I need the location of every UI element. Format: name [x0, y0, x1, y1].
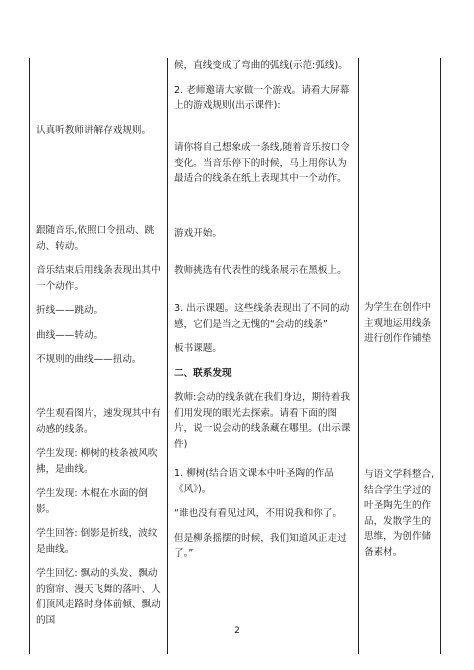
teacher-activity-text: 教师:会动的线条就在我们身边，期待着我们用发现的眼光去探索。请看下面的图片，说一说会动的线条藏在哪里。(出示课件) [174, 392, 351, 450]
student-activity-text: 跟随音乐,依照口令扭动、跳动、转动。 [36, 225, 155, 252]
teacher-activity-column [174, 226, 354, 251]
student-activity-text: 学生发现: 柳树的枝条被风吹拂，是曲线。 [36, 448, 158, 475]
design-intent-column [364, 300, 436, 356]
teacher-activity-text: 2. 老师邀请大家做一个游戏。请看大屏幕上的游戏规则(出示课件): [174, 84, 350, 111]
teacher-activity-text: 请你将自己想象成一条线,随着音乐按口令变化。当音乐停下的时候，马上用你认为最适合的线条在纸上表现其中一个动作。 [174, 142, 350, 184]
teacher-activity-column [174, 466, 354, 571]
teacher-activity-text: 1. 柳树(结合语文课本中叶圣陶的作品《风》)。 [174, 468, 334, 495]
quoted-poem-line: 但是柳条摇摆的时候，我们知道风正走过了。” [174, 532, 347, 559]
student-activity-column [36, 406, 162, 637]
teacher-activity-text: 游戏开始。 [174, 228, 222, 239]
section-heading: 二、联系发现 [174, 367, 232, 379]
design-intent-text: 与语文学科整合,结合学生学过的叶圣陶先生的作品，发散学生的思维，为创作储备素材。 [364, 469, 435, 558]
teacher-activity-column [174, 140, 354, 196]
design-intent-column [364, 467, 436, 569]
table-column-divider [358, 58, 359, 654]
student-activity-text: 学生回忆: 飘动的头发、飘动的窗帘、漫天飞舞的落叶、人们顶风走路时身体前倾、飘动的国 [36, 568, 161, 626]
teacher-activity-text: 候，直线变成了弯曲的弧线(示范:弧线)。 [174, 60, 348, 71]
student-activity-text: 音乐结束后用线条表现出其中一个动作。 [36, 265, 161, 292]
student-activity-text: 学生观看图片，速发现其中有动感的线条。 [36, 408, 161, 435]
student-activity-text: 认真听教师讲解存戏规则。 [36, 125, 152, 136]
student-activity-column [36, 123, 162, 148]
student-activity-text: 不规则的曲线——扭动。 [36, 354, 142, 365]
student-activity-text: 学生发现: 木棍在水面的倒影。 [36, 488, 148, 515]
teacher-activity-text: 板书课题。 [174, 343, 222, 354]
teacher-activity-text: 3. 出示课题。这些线条表现出了不同的动感，它们是当之无愧的“会动的线条” [174, 303, 350, 330]
quoted-poem-line: “谁也没有看见过风，不用说我和你了。 [174, 508, 343, 519]
page-number: 2 [234, 626, 240, 636]
teacher-activity-column [174, 58, 354, 123]
student-activity-text: 曲线——转动。 [36, 329, 104, 341]
student-activity-column [36, 223, 162, 377]
student-activity-text: 学生回答: 倒影是折线，波纹是曲线。 [36, 528, 158, 555]
table-border-right [440, 58, 441, 654]
teacher-activity-column [174, 263, 354, 288]
table-column-divider [167, 58, 168, 654]
table-border-left [29, 58, 30, 654]
teacher-activity-column [174, 301, 354, 461]
student-activity-text: 折线——跳动。 [36, 305, 104, 316]
design-intent-text: 为学生在创作中主观地运用线条进行创作作铺垫 [364, 302, 432, 344]
teacher-activity-text: 教师挑选有代表性的线条展示在黑板上。 [174, 265, 347, 276]
